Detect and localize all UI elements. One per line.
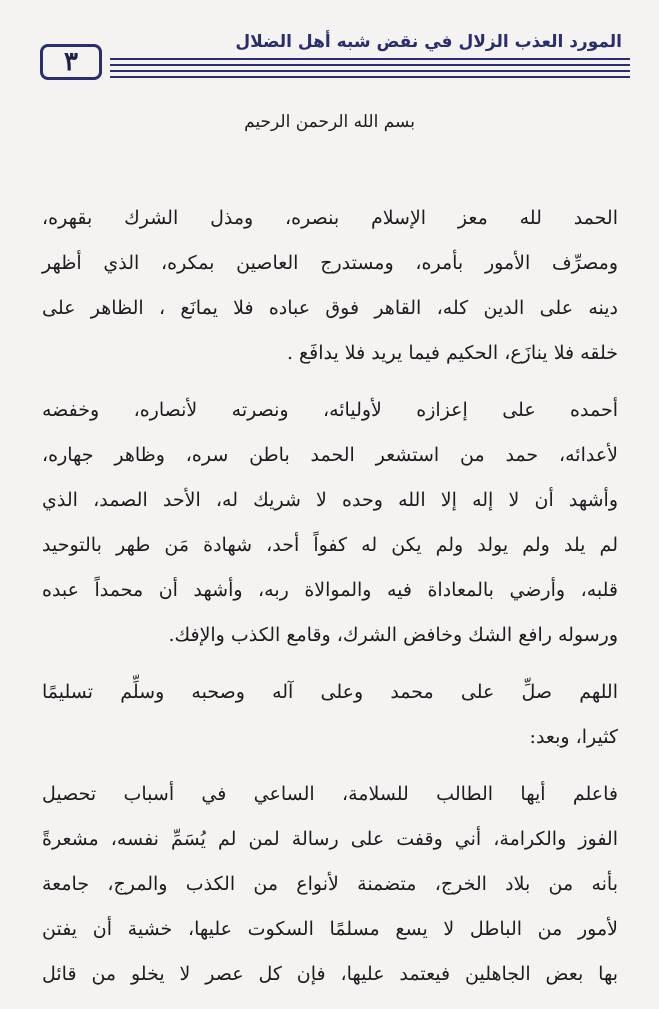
text-line: كثيرا، وبعد: — [529, 726, 618, 748]
header-rule — [110, 58, 630, 60]
page-header — [40, 28, 630, 88]
text-line: لأمور من الباطل لا يسع مسلمًا السكوت عليها، خشية أن يفتن — [42, 918, 618, 940]
text-line: دينه على الدين كله، القاهر فوق عباده فلا يمانَع ، الظاهر على — [42, 297, 618, 319]
basmala: بسم الله الرحمن الرحيم — [244, 112, 415, 132]
text-line: فاعلم أيها الطالب للسلامة، الساعي في أسباب تحصيل — [42, 783, 618, 805]
body-text — [42, 196, 618, 1009]
text-line: لأعدائه، حمد من استشعر الحمد باطن سره، وظاهر جهاره، — [42, 444, 618, 466]
paragraph-salutation — [42, 670, 618, 760]
text-line: بأنه من بلاد الخرج، متضمنة لأنواع من الكذب والمرج، جامعة — [42, 873, 618, 895]
text-line: بها بعض الجاهلين فيعتمد عليها، فإن كل عصر لا يخلو من قائل — [42, 963, 618, 985]
header-rule — [110, 64, 630, 66]
paragraph-testimony — [42, 388, 618, 658]
header-rule — [110, 76, 630, 78]
paragraph-praise — [42, 196, 618, 376]
text-line: ومصرِّف الأمور بأمره، ومستدرج العاصين بمكره، الذي أظهر — [42, 252, 618, 274]
text-line: ورسوله رافع الشك وخافض الشرك، وقامع الكذب والإفك. — [168, 624, 618, 646]
text-line: اللهم صلِّ على محمد وعلى آله وصحبه وسلِّم تسليمًا — [42, 681, 618, 703]
text-line: قلبه، وأرضي بالمعاداة فيه والموالاة ربه، وأشهد أن محمداً عبده — [42, 579, 618, 601]
text-line: وأشهد أن لا إله إلا الله وحده لا شريك له، الأحد الصمد، الذي — [42, 489, 618, 511]
page-number: ٣ — [40, 44, 102, 80]
text-line: الحمد لله معز الإسلام بنصره، ومذل الشرك بقهره، — [42, 207, 618, 229]
running-title: المورد العذب الزلال في نقض شبه أهل الضلال — [235, 32, 622, 52]
text-line: لم يلد ولم يولد ولم يكن له كفواً أحد، شهادة مَن طهر بالتوحيد — [42, 534, 618, 556]
text-line: الفوز والكرامة، أني وقفت على رسالة لمن لم يُسَمِّ نفسه، مشعرةً — [42, 828, 618, 850]
text-line: أحمده على إعزازه لأوليائه، ونصرته لأنصاره، وخفضه — [42, 399, 618, 421]
header-rule — [110, 70, 630, 72]
text-line: خلقه فلا ينازَع، الحكيم فيما يريد فلا يدافَع . — [286, 342, 618, 364]
paragraph-introduction — [42, 772, 618, 997]
